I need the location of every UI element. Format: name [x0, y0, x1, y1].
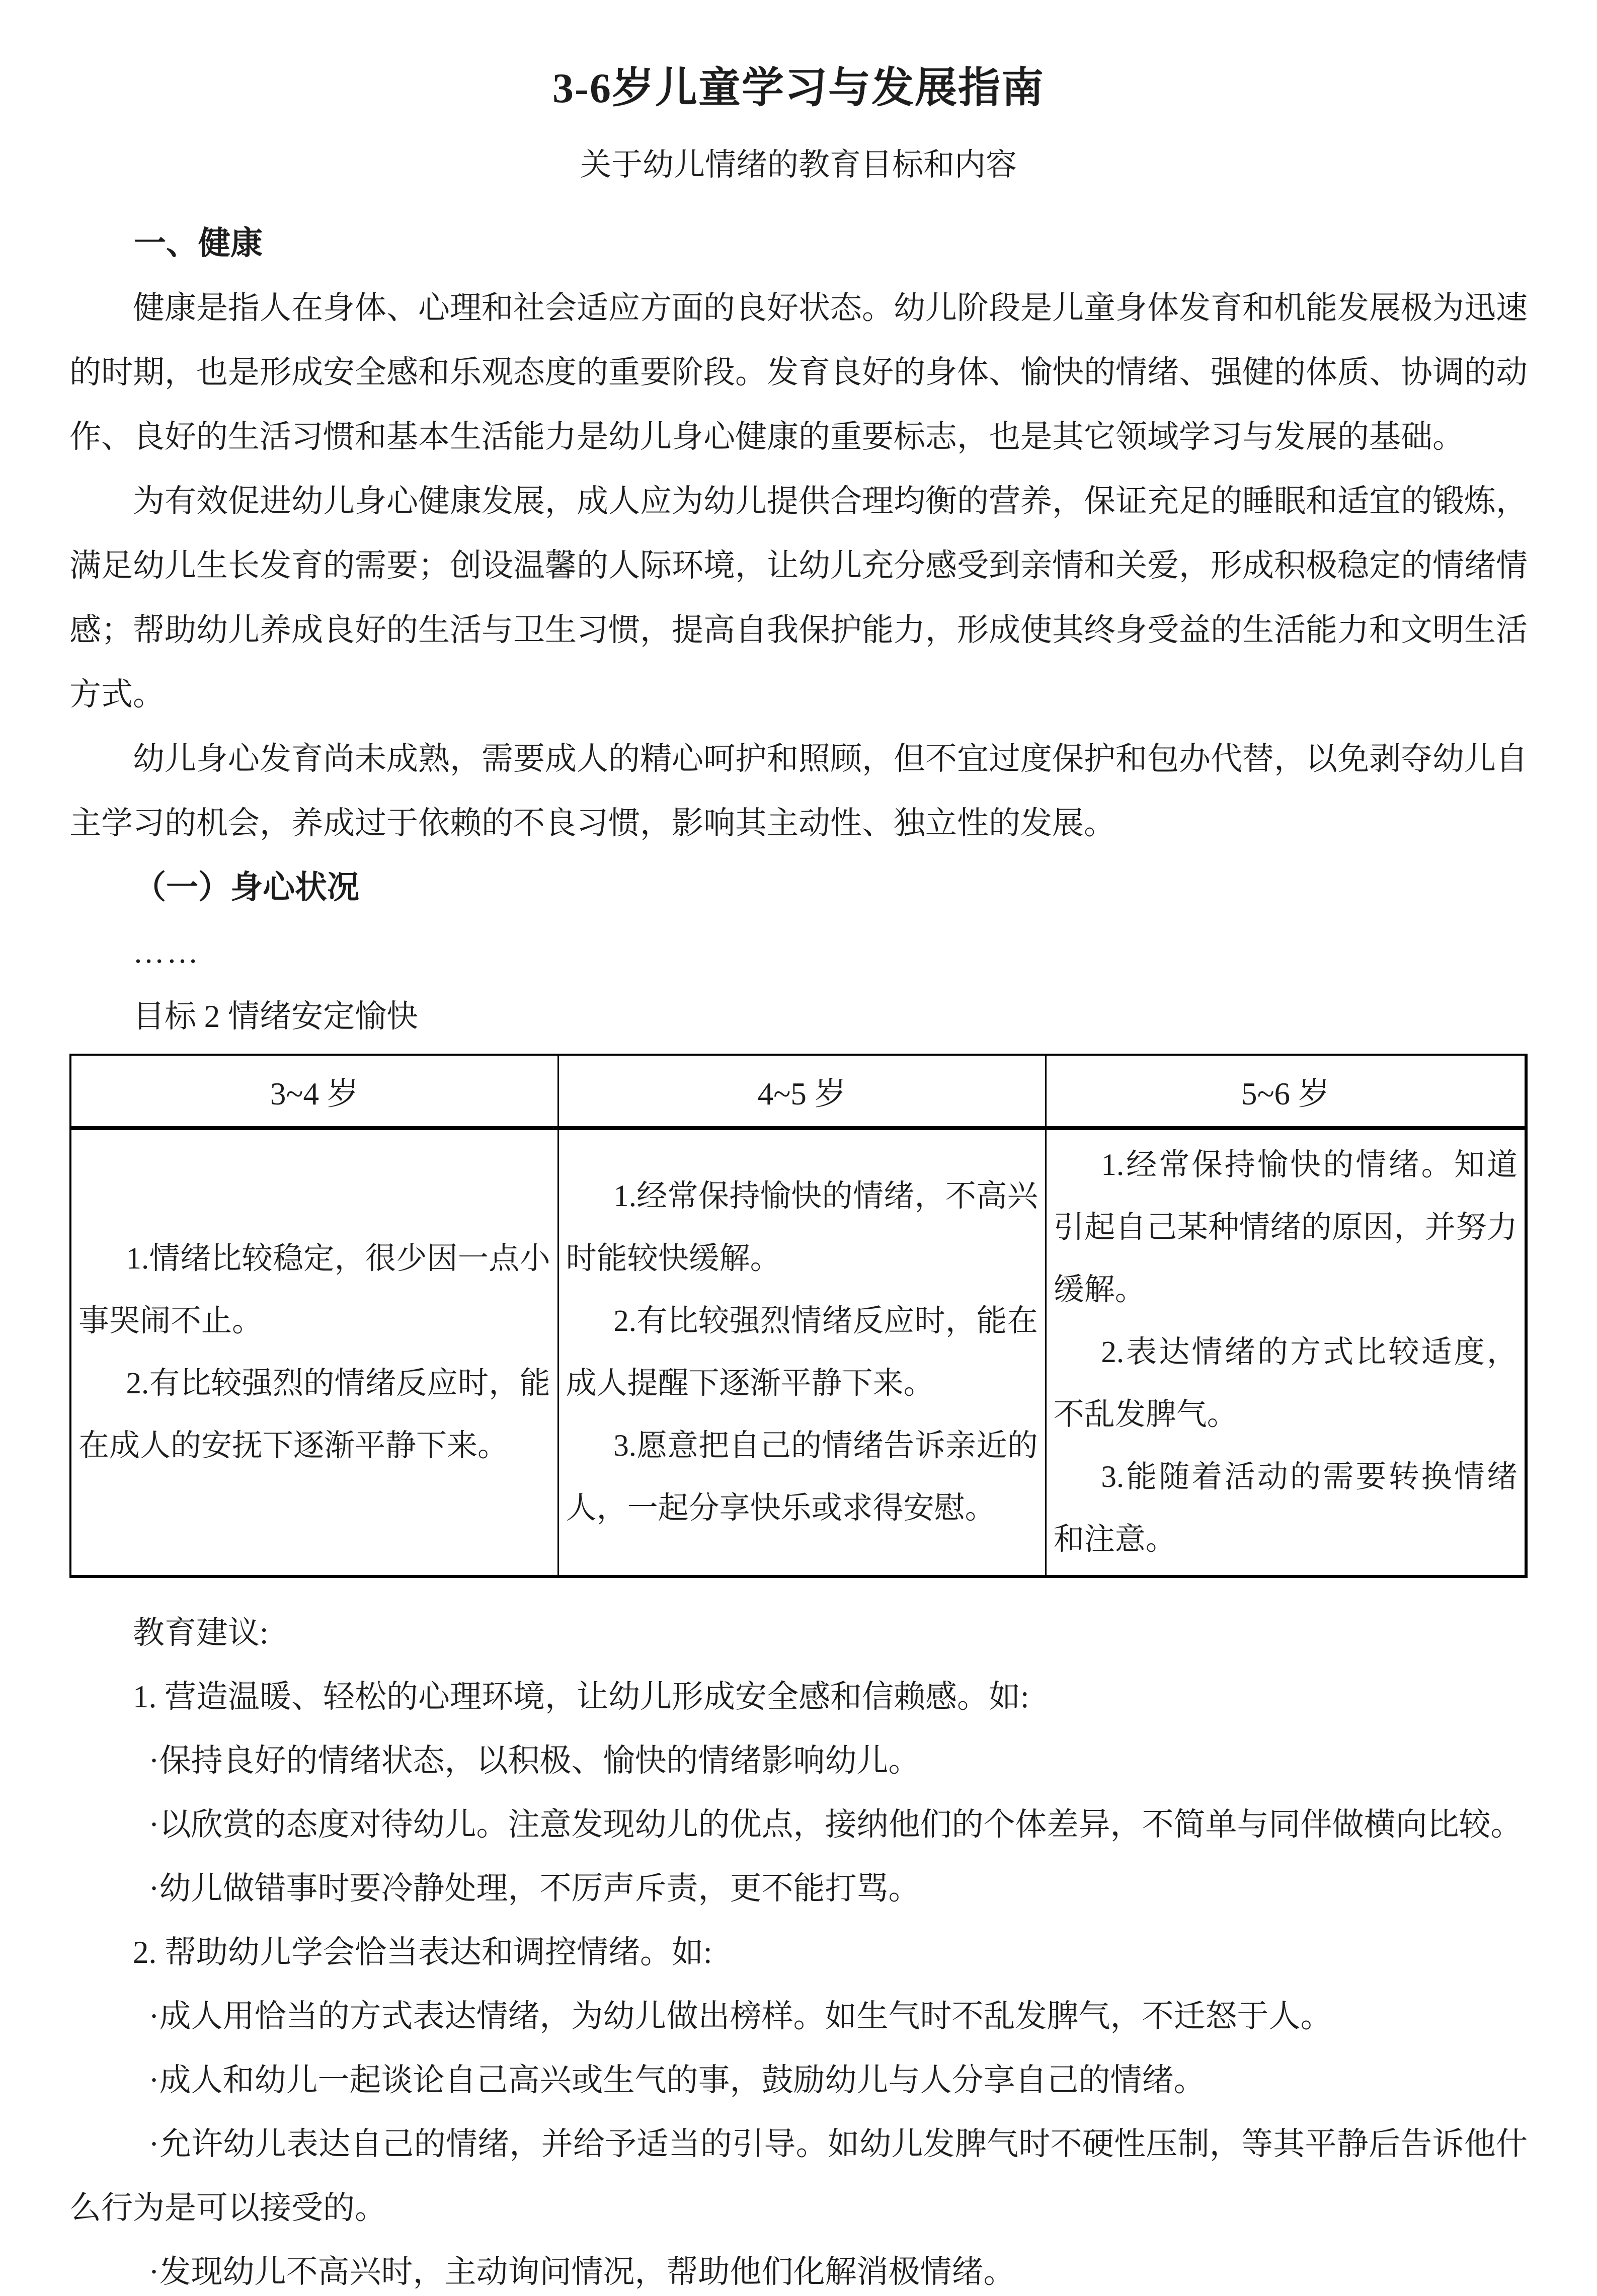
table-cell-age-5-6	[1046, 1128, 1526, 1576]
suggestion-item-bullet: ·发现幼儿不高兴时，主动询问情况，帮助他们化解消极情绪。	[148, 2254, 1015, 2289]
cell-item: 3.愿意把自己的情绪告诉亲近的人，一起分享快乐或求得安慰。	[566, 1429, 1038, 1525]
paragraph: 为有效促进幼儿身心健康发展，成人应为幼儿提供合理均衡的营养，保证充足的睡眠和适宜的锻炼，满足幼儿生长发育的需要；创设温馨的人际环境，让幼儿充分感受到亲情和关爱，形成积极稳定的情绪情感；帮助幼儿养成良好的生活与卫生习惯，提高自我保护能力，形成使其终身受益的生活能力和文明生活方式。	[69, 484, 1528, 712]
table-header-age-5-6: 5~6 岁	[1046, 1055, 1526, 1128]
suggestion-item-bullet: ·允许幼儿表达自己的情绪，并给予适当的引导。如幼儿发脾气时不硬性压制，等其平静后告诉他什么行为是可以接受的。	[69, 2126, 1528, 2226]
table-cell-age-4-5	[558, 1128, 1046, 1576]
table-cell-age-3-4	[70, 1128, 558, 1576]
suggestion-item-numbered: 2. 帮助幼儿学会恰当表达和调控情绪。如:	[133, 1935, 712, 1970]
table-body-row	[70, 1128, 1526, 1576]
document-title: 3-6岁儿童学习与发展指南	[552, 65, 1045, 112]
ellipsis-line: ……	[133, 934, 200, 970]
cell-item: 2.有比较强烈的情绪反应时，能在成人的安抚下逐渐平静下来。	[78, 1367, 550, 1463]
suggestion-item-bullet: ·幼儿做错事时要冷静处理，不厉声斥责，更不能打骂。	[148, 1871, 920, 1906]
paragraph: 健康是指人在身体、心理和社会适应方面的良好状态。幼儿阶段是儿童身体发育和机能发展极为迅速的时期，也是形成安全感和乐观态度的重要阶段。发育良好的身体、愉快的情绪、强健的体质、协调的动作、良好的生活习惯和基本生活能力是幼儿身心健康的重要标志，也是其它领域学习与发展的基础。	[69, 290, 1528, 454]
cell-item: 3.能随着活动的需要转换情绪和注意。	[1053, 1460, 1518, 1556]
suggestion-item-bullet: ·成人用恰当的方式表达情绪，为幼儿做出榜样。如生气时不乱发脾气，不迁怒于人。	[148, 1999, 1332, 2034]
cell-item: 2.表达情绪的方式比较适度，不乱发脾气。	[1053, 1335, 1518, 1432]
subsection-heading-physical-mental: （一）身心状况	[134, 869, 359, 905]
education-suggestions-section	[69, 1601, 1528, 2296]
suggestions-heading: 教育建议:	[133, 1615, 269, 1650]
document-subtitle: 关于幼儿情绪的教育目标和内容	[580, 148, 1017, 182]
suggestion-item-bullet: ·成人和幼儿一起谈论自己高兴或生气的事，鼓励幼儿与人分享自己的情绪。	[148, 2063, 1206, 2098]
suggestion-item-numbered: 1. 营造温暖、轻松的心理环境，让幼儿形成安全感和信赖感。如:	[133, 1679, 1029, 1714]
cell-item: 1.情绪比较稳定，很少因一点小事哭闹不止。	[78, 1242, 550, 1338]
suggestion-item-bullet: ·保持良好的情绪状态，以积极、愉快的情绪影响幼儿。	[148, 1743, 920, 1778]
table-header-row	[70, 1055, 1526, 1128]
table-header-age-4-5: 4~5 岁	[558, 1055, 1046, 1128]
cell-item: 1.经常保持愉快的情绪。知道引起自己某种情绪的原因，并努力缓解。	[1053, 1148, 1518, 1307]
table-header-age-3-4: 3~4 岁	[70, 1055, 558, 1128]
paragraph: 幼儿身心发育尚未成熟，需要成人的精心呵护和照顾，但不宜过度保护和包办代替，以免剥夺幼儿自主学习的机会，养成过于依赖的不良习惯，影响其主动性、独立性的发展。	[69, 741, 1528, 841]
goal-heading: 目标 2 情绪安定愉快	[133, 999, 418, 1034]
age-goals-table	[69, 1054, 1528, 1578]
suggestion-item-bullet: ·以欣赏的态度对待幼儿。注意发现幼儿的优点，接纳他们的个体差异，不简单与同伴做横向比较。	[148, 1807, 1523, 1842]
cell-item: 1.经常保持愉快的情绪，不高兴时能较快缓解。	[566, 1179, 1038, 1276]
cell-item: 2.有比较强烈情绪反应时，能在成人提醒下逐渐平静下来。	[566, 1304, 1038, 1400]
section-heading-health: 一、健康	[134, 225, 263, 261]
